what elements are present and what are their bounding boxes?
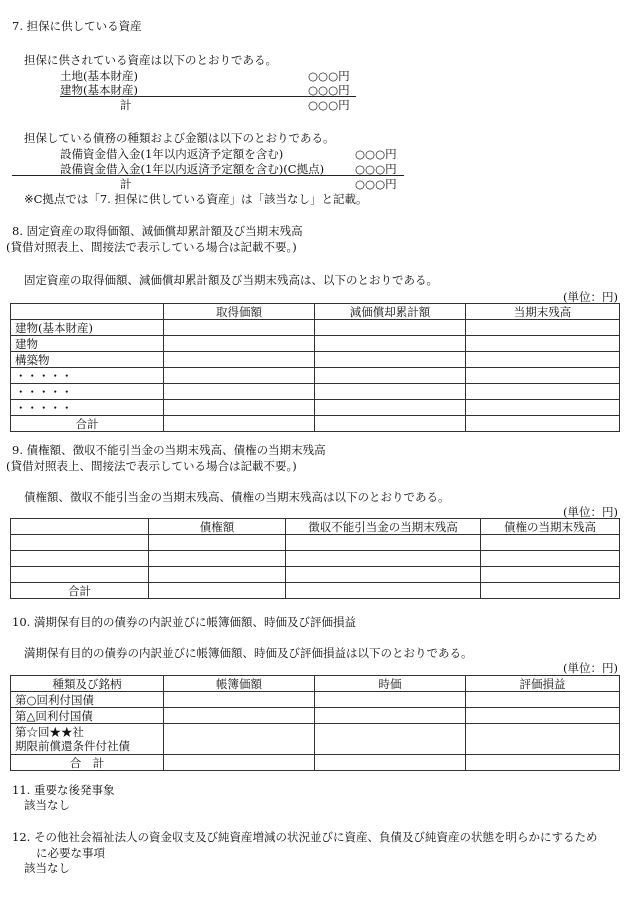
debt-label: 設備資金借入金(1年以内返済予定額を含む)(C拠点): [60, 162, 325, 176]
section-12-body: 該当なし: [24, 861, 70, 875]
receivables-table: [10, 518, 620, 599]
header-cell: [11, 304, 164, 320]
sum-line: [12, 175, 404, 176]
table-row: [11, 400, 620, 416]
row-label: 建物(基本財産): [11, 320, 164, 336]
asset-label: 土地(基本財産): [60, 69, 138, 83]
header-cell: 減価償却累計額: [315, 304, 466, 320]
unit-label: (単位：円): [563, 661, 618, 675]
row-label-line: 第☆回★★社: [15, 725, 84, 739]
section-7-intro: 担保に供されている資産は以下のとおりである。: [24, 53, 277, 67]
section-12-title-cont: に必要な事項: [36, 846, 105, 860]
bonds-table: [10, 675, 620, 771]
debt-value: ○○○円: [355, 147, 397, 161]
table-row: [11, 708, 620, 724]
section-8-title: 8. 固定資産の取得価額、減価償却累計額及び当期末残高: [12, 224, 303, 238]
header-cell: 評価損益: [466, 676, 620, 692]
row-label: ・・・・・: [11, 384, 164, 400]
total-row: [11, 416, 620, 432]
unit-label: (単位：円): [563, 505, 618, 519]
header-cell: 取得価額: [164, 304, 315, 320]
unit-label: (単位：円): [563, 290, 618, 304]
total-row: [11, 583, 620, 599]
total-label: 合 計: [11, 755, 164, 771]
table-header-row: [11, 519, 620, 535]
header-cell: 帳簿価額: [164, 676, 315, 692]
section-11-title: 11. 重要な後発事象: [12, 783, 115, 797]
header-cell: [11, 519, 149, 535]
sum-line: [60, 96, 356, 97]
section-9-intro: 債権額、徴収不能引当金の当期末残高、債権の当期末残高は以下のとおりである。: [24, 490, 450, 504]
section-9-title: 9. 債権額、徴収不能引当金の当期末残高、債権の当期末残高: [12, 443, 326, 457]
table-row: [11, 384, 620, 400]
row-label: [11, 724, 164, 755]
row-label: ・・・・・: [11, 400, 164, 416]
header-cell: 債権の当期末残高: [481, 519, 620, 535]
section-10-intro: 満期保有目的の債券の内訳並びに帳簿価額、時価及び評価損益は以下のとおりである。: [24, 646, 473, 660]
asset-value: ○○○円: [308, 69, 350, 83]
asset-value: ○○○円: [308, 83, 350, 97]
total-row: [11, 755, 620, 771]
debt-value: ○○○円: [355, 162, 397, 176]
row-label: 第○回利付国債: [11, 692, 164, 708]
debt-total-value: ○○○円: [355, 177, 397, 191]
table-row: [11, 567, 620, 583]
debt-total-label: 計: [120, 177, 132, 191]
table-row: [11, 692, 620, 708]
debt-label: 設備資金借入金(1年以内返済予定額を含む): [60, 147, 284, 161]
section-7-intro2: 担保している債務の種類および金額は以下のとおりである。: [24, 131, 335, 145]
header-cell: 債権額: [149, 519, 286, 535]
section-10-title: 10. 満期保有目的の債券の内訳並びに帳簿価額、時価及び評価損益: [12, 615, 356, 629]
table-row: [11, 320, 620, 336]
header-cell: 種類及び銘柄: [11, 676, 164, 692]
table-header-row: [11, 304, 620, 320]
header-cell: 時価: [315, 676, 466, 692]
total-label: 合計: [11, 416, 164, 432]
header-cell: 徴収不能引当金の当期末残高: [286, 519, 481, 535]
table-header-row: [11, 676, 620, 692]
row-label: ・・・・・: [11, 368, 164, 384]
row-label: 第△回利付国債: [11, 708, 164, 724]
section-8-intro: 固定資産の取得価額、減価償却累計額及び当期末残高は、以下のとおりである。: [24, 273, 438, 287]
section-12-title: 12. その他社会福祉法人の資金収支及び純資産増減の状況並びに資産、負債及び純資産の状態を明らかにするため: [12, 830, 598, 844]
asset-label: 建物(基本財産): [60, 83, 138, 97]
section-7-note: ※C拠点では「7. 担保に供している資産」は「該当なし」と記載。: [24, 192, 368, 206]
section-7-title: 7. 担保に供している資産: [12, 19, 142, 33]
fixed-assets-table: [10, 303, 620, 432]
section-11-body: 該当なし: [24, 798, 70, 812]
asset-total-label: 計: [120, 98, 132, 112]
table-row: [11, 535, 620, 551]
table-row: [11, 368, 620, 384]
row-label-line: 期限前償還条件付社債: [15, 739, 130, 753]
table-row: [11, 336, 620, 352]
row-label: 建物: [11, 336, 164, 352]
asset-total-value: ○○○円: [308, 98, 350, 112]
header-cell: 当期末残高: [466, 304, 620, 320]
section-9-sub: (貸借対照表上、間接法で表示している場合は記載不要。): [6, 459, 297, 473]
table-row: [11, 352, 620, 368]
table-row: [11, 724, 620, 755]
row-label: 構築物: [11, 352, 164, 368]
total-label: 合計: [11, 583, 149, 599]
section-8-sub: (貸借対照表上、間接法で表示している場合は記載不要。): [6, 240, 297, 254]
table-row: [11, 551, 620, 567]
